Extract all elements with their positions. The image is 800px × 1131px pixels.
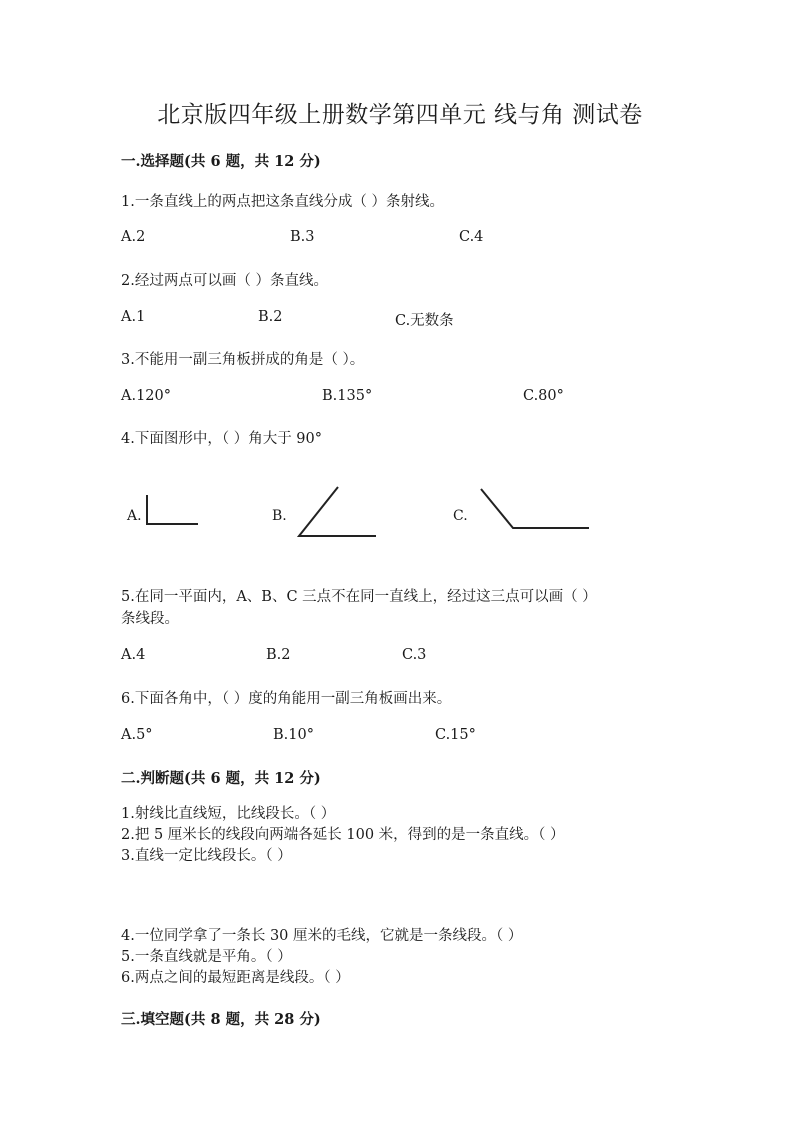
q1-option-b: B.3 <box>290 229 315 245</box>
question-3: 3.不能用一副三角板拼成的角是（ ）。 <box>121 352 365 368</box>
right-angle-figure <box>140 490 210 530</box>
section-heading-true-false: 二.判断题(共 6 题，共 12 分) <box>121 770 321 787</box>
question-5-line2: 条线段。 <box>121 611 179 627</box>
q3-option-c: C.80° <box>523 388 564 404</box>
q5-option-c: C.3 <box>402 647 427 663</box>
q3-option-b: B.135° <box>322 388 373 404</box>
q2-option-a: A.1 <box>121 309 146 325</box>
q2-option-b: B.2 <box>258 309 283 325</box>
question-6: 6.下面各角中，（ ）度的角能用一副三角板画出来。 <box>121 691 452 707</box>
tf-item-4: 4.一位同学拿了一条长 30 厘米的毛线，它就是一条线段。（ ） <box>121 928 523 944</box>
q6-option-c: C.15° <box>435 727 476 743</box>
q4-option-b-label: B. <box>272 508 287 524</box>
question-1: 1.一条直线上的两点把这条直线分成（ ）条射线。 <box>121 194 444 210</box>
section-heading-fill-blank: 三.填空题(共 8 题，共 28 分) <box>121 1011 321 1028</box>
question-2: 2.经过两点可以画（ ）条直线。 <box>121 273 328 289</box>
page-title: 北京版四年级上册数学第四单元 线与角 测试卷 <box>157 102 643 128</box>
q6-option-a: A.5° <box>121 727 153 743</box>
obtuse-angle-figure <box>476 484 596 534</box>
question-4: 4.下面图形中，（ ）角大于 90° <box>121 431 323 447</box>
tf-item-5: 5.一条直线就是平角。（ ） <box>121 949 292 965</box>
tf-item-1: 1.射线比直线短，比线段长。（ ） <box>121 806 336 822</box>
q1-option-a: A.2 <box>121 229 146 245</box>
q4-option-a-label: A. <box>127 508 142 524</box>
tf-item-6: 6.两点之间的最短距离是线段。（ ） <box>121 970 350 986</box>
q5-option-b: B.2 <box>266 647 291 663</box>
tf-item-2: 2.把 5 厘米长的线段向两端各延长 100 米，得到的是一条直线。（ ） <box>121 827 565 843</box>
q6-option-b: B.10° <box>273 727 314 743</box>
acute-angle-figure <box>292 484 382 540</box>
q5-option-a: A.4 <box>121 647 146 663</box>
section-heading-choice: 一.选择题(共 6 题，共 12 分) <box>121 153 321 170</box>
q3-option-a: A.120° <box>121 388 172 404</box>
tf-item-3: 3.直线一定比线段长。（ ） <box>121 848 292 864</box>
question-5-line1: 5.在同一平面内，A、B、C 三点不在同一直线上，经过这三点可以画（ ） <box>121 589 597 605</box>
q1-option-c: C.4 <box>459 229 484 245</box>
q4-option-c-label: C. <box>453 508 468 524</box>
q2-option-c: C.无数条 <box>395 313 454 329</box>
